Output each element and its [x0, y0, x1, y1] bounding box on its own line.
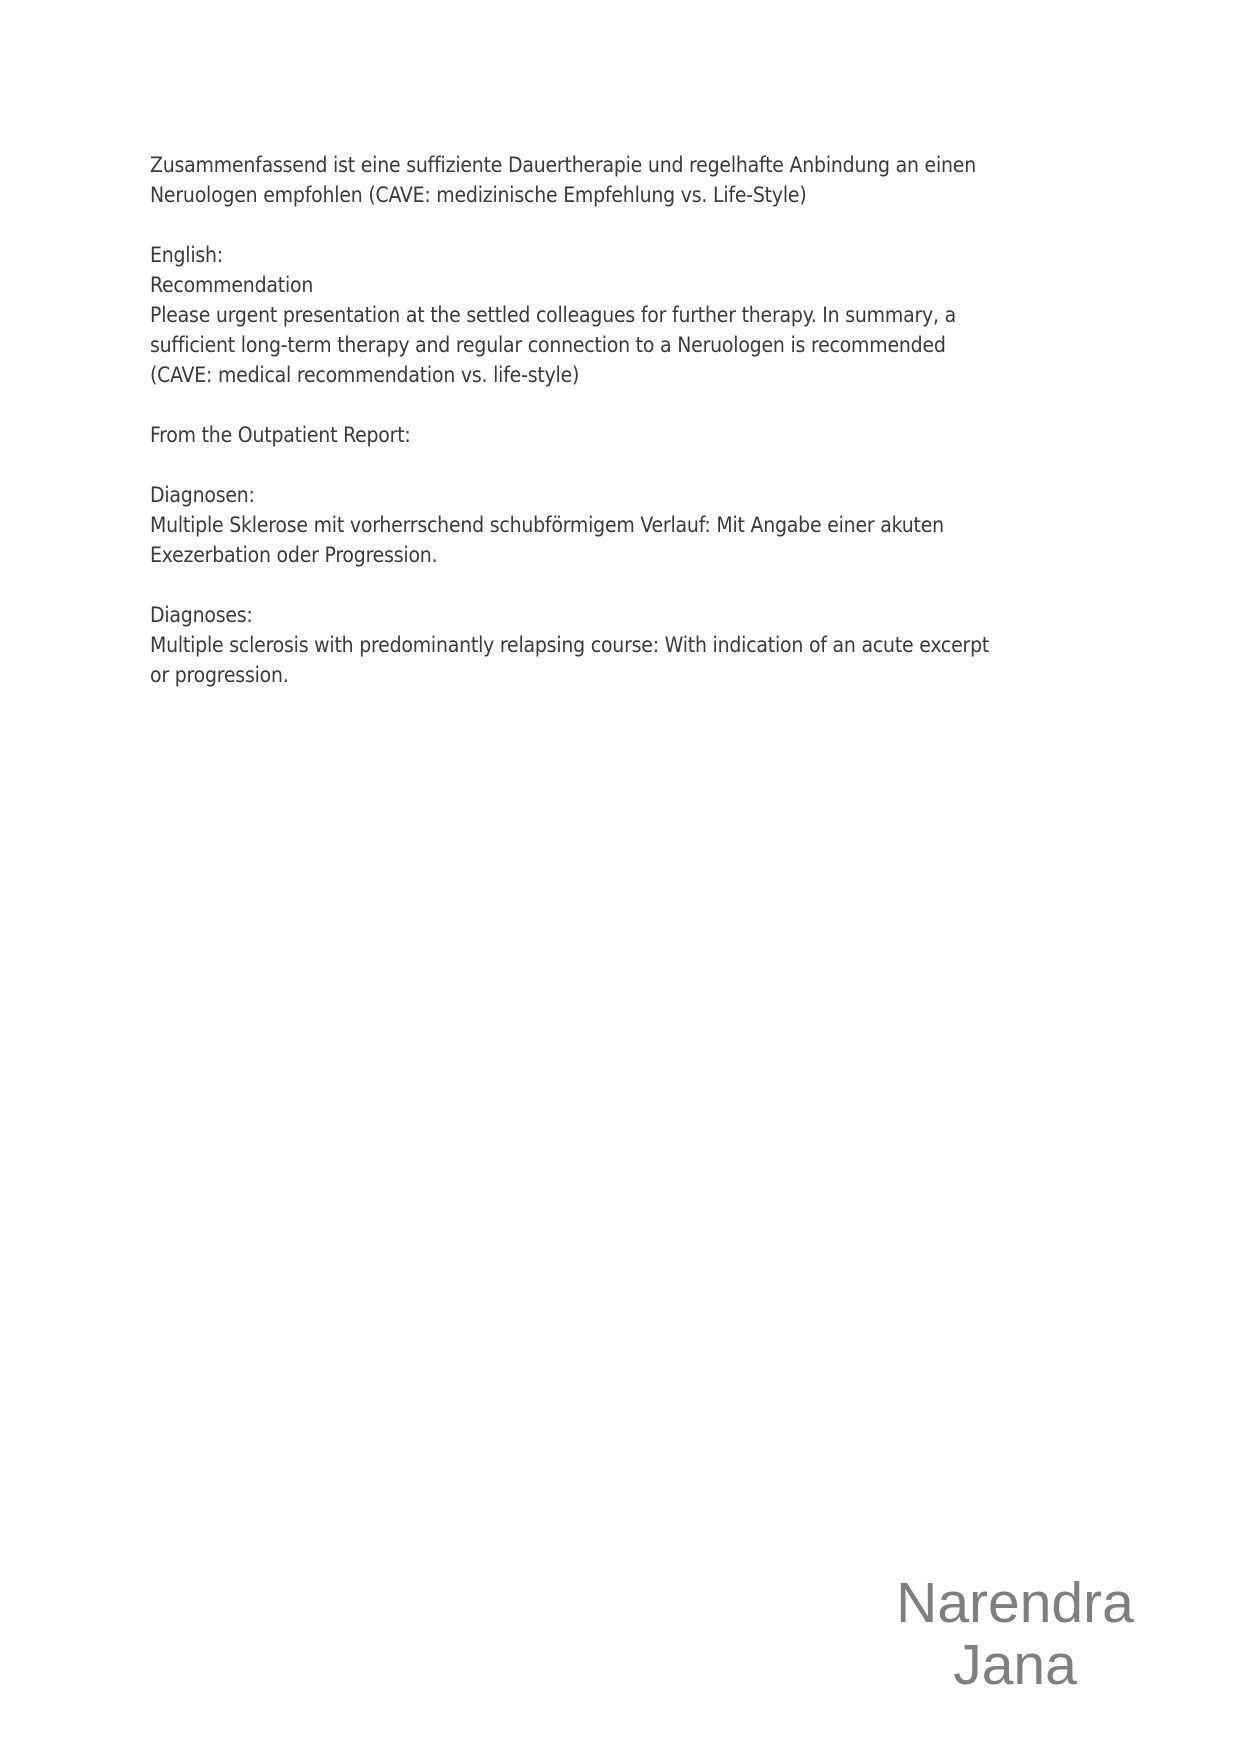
text-line: or progression. [150, 663, 289, 687]
outpatient-report-heading-paragraph [150, 420, 1090, 450]
text-line: Multiple sclerosis with predominantly relapsing course: With indication of an acute excerpt [150, 633, 990, 657]
signature-last-name: Jana [953, 1633, 1077, 1697]
diagnoses-heading: Diagnoses: [150, 603, 253, 627]
signature-first-name: Narendra [896, 1571, 1134, 1635]
text-line: Neruologen empfohlen (CAVE: medizinische Empfehlung vs. Life-Style) [150, 183, 807, 207]
section-heading-english: English: [150, 243, 223, 267]
text-line: Please urgent presentation at the settled colleagues for further therapy. In summary, a [150, 303, 956, 327]
diagnosen-german-section [150, 480, 1090, 570]
text-line: Multiple Sklerose mit vorherrschend schubförmigem Verlauf: Mit Angabe einer akuten [150, 513, 944, 537]
german-summary-paragraph [150, 150, 1090, 210]
outpatient-report-heading: From the Outpatient Report: [150, 423, 411, 447]
recommendation-heading: Recommendation [150, 273, 314, 297]
text-line: Zusammenfassend ist eine suffiziente Dauertherapie und regelhafte Anbindung an einen [150, 153, 976, 177]
document-body [150, 150, 1090, 720]
text-line: Exezerbation oder Progression. [150, 543, 438, 567]
text-line: sufficient long-term therapy and regular connection to a Neruologen is recommended [150, 333, 946, 357]
diagnoses-english-section [150, 600, 1090, 690]
signature [880, 1572, 1150, 1696]
english-recommendation-section [150, 240, 1090, 390]
text-line: (CAVE: medical recommendation vs. life-style) [150, 363, 580, 387]
diagnosen-heading: Diagnosen: [150, 483, 255, 507]
